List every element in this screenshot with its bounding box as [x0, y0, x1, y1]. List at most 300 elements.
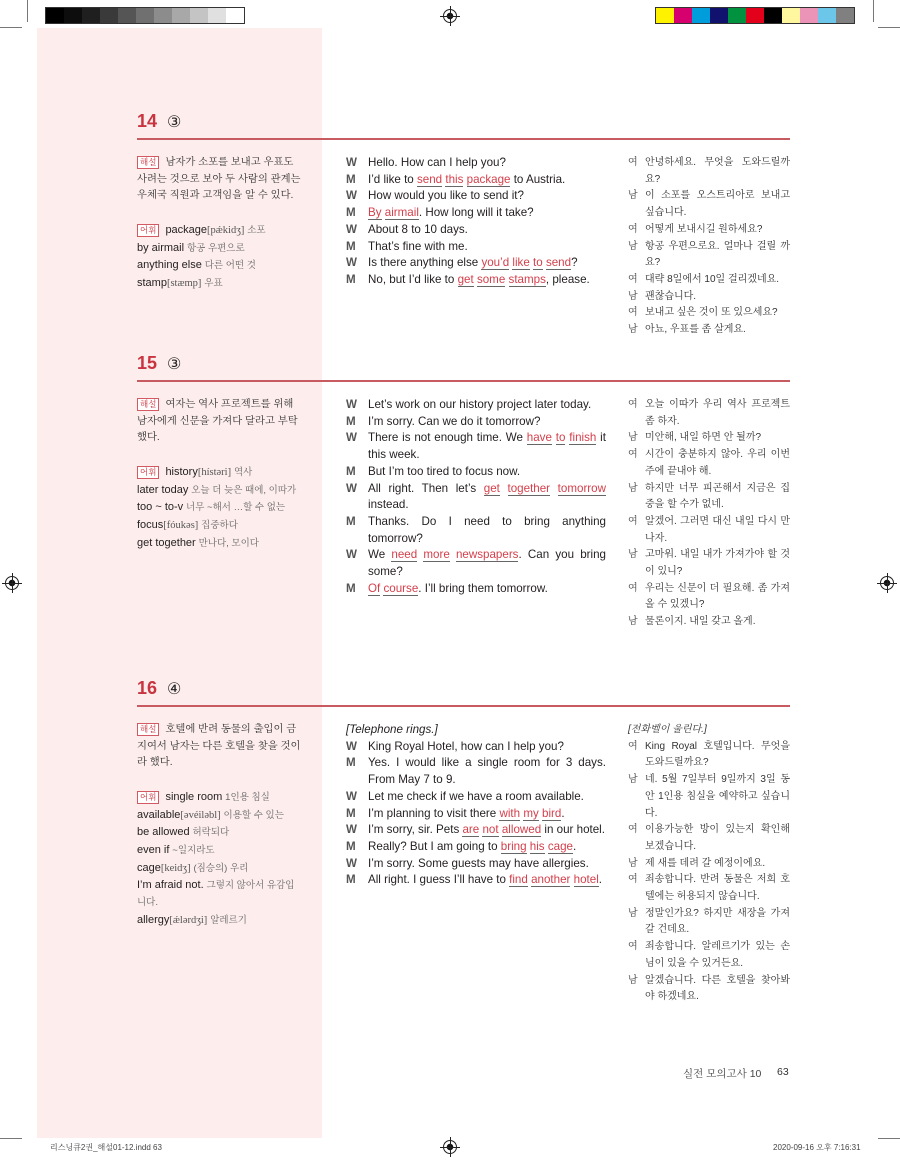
key-phrase: his — [529, 839, 545, 853]
translation-text: 이 소포를 오스트리아로 보내고 싶습니다. — [645, 190, 790, 219]
vocab-meaning: 소포 — [247, 224, 266, 236]
vocab-meaning: 만나다, 모이다 — [198, 537, 259, 549]
explanation-column — [137, 722, 302, 929]
speaker-label-korean: 남 — [628, 290, 638, 302]
vocab-phonetic: [pǽkidʒ] — [207, 224, 245, 236]
color-swatch — [118, 8, 136, 23]
text-segment: Really? But I am going to — [368, 839, 501, 853]
key-phrase: find — [509, 873, 528, 887]
vocabulary-list — [137, 789, 302, 930]
translation-line — [628, 155, 790, 188]
speaker-label-korean: 여 — [628, 941, 638, 953]
vocab-meaning: 오늘 더 늦은 때에, 이따가 — [191, 484, 297, 496]
translation-text: 미안해, 내일 하면 안 될까? — [645, 432, 762, 444]
translation-line — [628, 614, 790, 631]
speaker-label: M — [346, 873, 356, 887]
dialogue-text — [368, 481, 606, 514]
vocab-term: stamp — [137, 276, 167, 289]
key-phrase: more — [423, 548, 450, 562]
translation-text: 알겠습니다. 다른 호텔을 찾아봐야 하겠네요. — [645, 974, 790, 1003]
vocab-item — [137, 499, 302, 517]
vocab-term: by airmail — [137, 241, 185, 254]
text-segment: How would you like to send it? — [368, 189, 524, 203]
dialogue-line — [346, 430, 606, 463]
speaker-label-korean: 여 — [628, 824, 638, 836]
registration-mark-icon — [443, 1140, 457, 1154]
speaker-label: W — [346, 222, 357, 236]
dialogue-text — [368, 397, 606, 414]
explanation-column — [137, 397, 302, 552]
translation-line — [628, 239, 790, 272]
translation-line — [628, 581, 790, 614]
registration-mark-icon — [5, 576, 19, 590]
speaker-label-korean: 여 — [628, 157, 638, 168]
speaker-label: W — [346, 823, 357, 837]
text-segment: But I’m too tired to focus now. — [368, 464, 521, 478]
dialogue-line — [346, 414, 606, 431]
explanation-text: 여자는 역사 프로젝트를 위해 남자에게 신문을 가져다 달라고 부탁했다. — [137, 399, 298, 444]
key-phrase: package — [466, 172, 511, 186]
dialogue-text — [368, 188, 606, 205]
dialogue-text — [368, 739, 606, 756]
vocab-item — [137, 482, 302, 500]
dialogue-text — [368, 205, 606, 222]
slug-timestamp: 2020-09-16 오후 7:16:31 — [773, 1143, 861, 1152]
crop-mark — [0, 27, 22, 28]
dialogue-line — [346, 806, 606, 823]
key-phrase: need — [391, 548, 418, 562]
dialogue-line — [346, 755, 606, 788]
vocab-term: single room — [165, 790, 223, 803]
dialogue-text — [368, 514, 606, 547]
translation-text: 괜찮습니다. — [645, 290, 697, 302]
vocab-phonetic: [keidʒ] — [160, 862, 191, 874]
translation-line — [628, 872, 790, 905]
speaker-label-korean: 여 — [628, 874, 638, 886]
text-segment: , please. — [545, 272, 590, 286]
explanation — [137, 155, 302, 205]
text-segment: All right. Then let’s — [368, 481, 484, 495]
question-heading — [137, 675, 790, 699]
dialogue-text — [368, 755, 606, 788]
stage-direction: [Telephone rings.] — [346, 723, 438, 736]
speaker-label-korean: 여 — [628, 307, 638, 319]
text-segment: . — [561, 806, 565, 820]
text-segment: King Royal Hotel, how can I help you? — [368, 739, 564, 753]
speaker-label-korean: 여 — [628, 273, 638, 285]
dialogue-text — [368, 172, 606, 189]
text-segment: to Austria. — [510, 172, 566, 186]
dialogue-line — [346, 188, 606, 205]
vocab-meaning: 알레르기 — [210, 914, 247, 926]
speaker-label: W — [346, 431, 357, 445]
vocab-phonetic: [əvéiləbl] — [180, 809, 221, 821]
vocab-meaning: 다른 어떤 것 — [204, 260, 256, 272]
text-segment: in our hotel. — [541, 823, 605, 837]
color-swatch — [100, 8, 118, 23]
translation-text: 죄송합니다. 알레르기가 있는 손님이 있을 수 있거든요. — [645, 941, 790, 969]
crop-mark — [0, 1138, 22, 1139]
crop-mark — [878, 27, 900, 28]
speaker-label-korean: 여 — [628, 515, 638, 527]
translation-line — [628, 939, 790, 972]
key-phrase: get — [457, 272, 474, 286]
speaker-label: M — [346, 514, 356, 528]
color-swatch — [818, 8, 836, 23]
dialogue-line — [346, 272, 606, 289]
vocab-phonetic: [fóukəs] — [163, 519, 199, 531]
section-body — [137, 397, 790, 697]
dialogue-text — [368, 822, 606, 839]
key-phrase: to — [555, 431, 566, 445]
translation-text: 항공 우편으로요. 얼마나 걸릴 까요? — [645, 240, 790, 269]
color-swatch — [46, 8, 64, 23]
translation-line — [628, 547, 790, 580]
translation-text: 물론이지. 내일 갖고 올게. — [645, 616, 756, 628]
vocab-item — [137, 807, 302, 825]
color-swatch — [136, 8, 154, 23]
dialogue-text — [368, 581, 606, 598]
speaker-label-korean: 여 — [628, 223, 638, 235]
key-phrase: send — [545, 256, 572, 270]
speaker-label-korean: 남 — [628, 240, 638, 252]
text-segment: Yes. I would like a single room for 3 days. From May 7 to 9. — [368, 756, 606, 787]
translation-text: 오늘 이따가 우리 역사 프로젝트 좀 하자. — [645, 399, 790, 427]
speaker-label-korean: 남 — [628, 616, 638, 628]
dialogue-text — [368, 272, 606, 289]
key-phrase: newspapers — [455, 548, 519, 562]
translation-text: 죄송합니다. 반려 동물은 저희 호텔에는 허용되지 않습니다. — [645, 874, 790, 903]
vocab-term: too ~ to-v — [137, 501, 184, 514]
vocab-item — [137, 240, 302, 258]
key-phrase: my — [523, 806, 539, 820]
text-segment: I’m sorry. Some guests may have allergies. — [368, 856, 589, 870]
translation-line — [628, 289, 790, 306]
key-phrase: some — [476, 272, 506, 286]
text-segment: Let’s work on our history project later today. — [368, 398, 592, 411]
speaker-label-korean: 남 — [628, 549, 638, 561]
vocabulary-list — [137, 222, 302, 293]
vocab-meaning: 항공 우편으로 — [186, 242, 245, 254]
explanation-tag: 해설 — [137, 723, 159, 736]
dialogue-text — [368, 430, 606, 463]
translation-line — [628, 188, 790, 221]
dialogue-line — [346, 481, 606, 514]
explanation-text: 남자가 소포를 보내고 우표도 사려는 것으로 보아 두 사람의 관계는 우체국 직원과 고객임을 알 수 있다. — [137, 157, 301, 202]
explanation-tag: 해설 — [137, 156, 159, 169]
color-swatch — [154, 8, 172, 23]
text-segment: That’s fine with me. — [368, 239, 468, 253]
speaker-label: W — [346, 398, 357, 411]
speaker-label: M — [346, 806, 356, 820]
vocabulary-tag: 어휘 — [137, 791, 159, 804]
color-swatch — [728, 8, 746, 23]
explanation-text: 호텔에 반려 동물의 출입이 금지여서 남자는 다른 호텔을 찾을 것이라 했다. — [137, 724, 301, 769]
vocab-meaning: 너무 ~해서 …할 수 없는 — [186, 502, 286, 514]
vocab-meaning: 우표 — [204, 277, 223, 289]
speaker-label: W — [346, 189, 357, 203]
dialogue-line — [346, 239, 606, 256]
speaker-label: M — [346, 464, 356, 478]
vocab-meaning: 허락되다 — [192, 827, 230, 839]
translation-line — [628, 856, 790, 873]
key-phrase: stamps — [508, 272, 546, 286]
key-phrase: this — [445, 172, 464, 186]
section-divider — [137, 380, 790, 382]
translation-text: 우리는 신문이 더 필요해. 좀 가져올 수 있겠니? — [645, 582, 790, 611]
dialogue-text — [368, 806, 606, 823]
dialogue-line — [346, 255, 606, 272]
vocab-item — [137, 222, 302, 240]
key-phrase: send — [416, 172, 443, 186]
korean-translation — [628, 722, 790, 1006]
vocab-term: allergy — [137, 913, 170, 926]
vocab-term: I’m afraid not. — [137, 879, 204, 892]
speaker-label: M — [346, 414, 356, 428]
text-segment: Hello. How can I help you? — [368, 156, 506, 169]
speaker-label-korean: 남 — [628, 857, 638, 869]
vocab-item — [137, 464, 302, 482]
dialogue-text — [368, 255, 606, 272]
vocab-term: even if — [137, 843, 170, 856]
dialogue-line — [346, 739, 606, 756]
key-phrase: together — [507, 481, 551, 495]
registration-mark-icon — [443, 9, 457, 23]
dialogue-line — [346, 839, 606, 856]
dialogue-text — [368, 872, 606, 889]
question-heading — [137, 108, 790, 132]
speaker-label: M — [346, 206, 356, 220]
text-segment — [550, 482, 558, 495]
speaker-label: W — [346, 256, 357, 270]
translation-text: 이용가능한 방이 있는지 확인해 보겠습니다. — [645, 824, 790, 852]
explanation — [137, 397, 302, 447]
color-swatch — [800, 8, 818, 23]
process-color-bar — [655, 7, 855, 24]
dialogue-line — [346, 581, 606, 598]
key-phrase: tomorrow — [557, 481, 606, 495]
translation-text: 네. 5월 7일부터 9일까지 3일 동안 1인용 침실을 예약하고 싶습니다. — [645, 774, 790, 819]
key-phrase: bird — [542, 806, 562, 820]
key-phrase: Of — [368, 581, 381, 595]
vocab-item — [137, 257, 302, 275]
key-phrase: another — [531, 873, 571, 887]
text-segment: instead. — [368, 498, 409, 512]
vocab-term: be allowed — [137, 826, 190, 839]
translation-line — [628, 305, 790, 322]
translation-line — [628, 322, 790, 339]
dialogue-script — [346, 722, 606, 889]
dialogue-line — [346, 514, 606, 547]
vocab-term: available — [137, 808, 181, 821]
speaker-label-korean: 남 — [628, 190, 638, 202]
translation-text: King Royal 호텔입니다. 무엇을 도와드릴까요? — [645, 740, 790, 769]
color-swatch — [190, 8, 208, 23]
vocabulary-list — [137, 464, 302, 553]
text-segment: I’m planning to visit there — [368, 806, 500, 820]
crop-mark — [878, 1138, 900, 1139]
translation-line — [628, 822, 790, 855]
speaker-label-korean: 여 — [628, 399, 638, 410]
question-number: 15 — [137, 353, 158, 373]
speaker-label: W — [346, 548, 357, 562]
speaker-label-korean: 남 — [628, 432, 638, 444]
translation-text: 안녕하세요. 무엇을 도와드릴까요? — [645, 157, 790, 185]
text-segment: . — [598, 873, 602, 887]
speaker-label: M — [346, 272, 356, 286]
translation-text: 알겠어. 그러면 대신 내일 다시 만나자. — [645, 515, 790, 544]
text-segment: I’d like to — [368, 172, 417, 186]
vocab-item — [137, 535, 302, 553]
speaker-label-korean: 남 — [628, 907, 638, 919]
slug-filename: 리스닝큐2권_해설01-12.indd 63 — [50, 1143, 162, 1152]
text-segment: . — [572, 839, 577, 853]
translation-line — [628, 739, 790, 772]
vocab-meaning: ~일지라도 — [172, 844, 215, 856]
section-divider — [137, 138, 790, 140]
key-phrase: are — [462, 823, 480, 837]
text-segment: it this week. — [368, 431, 606, 462]
translation-line — [628, 272, 790, 289]
dialogue-text — [368, 464, 606, 481]
speaker-label: M — [346, 581, 356, 595]
answer-mark: ④ — [167, 681, 182, 698]
question-section-15 — [137, 350, 790, 697]
key-phrase: like — [512, 256, 530, 270]
vocabulary-tag: 어휘 — [137, 224, 159, 237]
vocab-item — [137, 517, 302, 535]
dialogue-script — [346, 397, 606, 597]
speaker-label: M — [346, 172, 356, 186]
text-segment: I’m sorry, sir. Pets — [368, 823, 463, 837]
vocab-phonetic: [ǽlərdʒi] — [169, 914, 208, 926]
section-body — [137, 722, 790, 1022]
dialogue-text — [368, 155, 606, 172]
text-segment: . I’ll bring them tomorrow. — [418, 581, 548, 595]
translation-line — [628, 906, 790, 939]
dialogue-text — [368, 222, 606, 239]
text-segment: Thanks. Do I need to bring anything tomorrow? — [368, 514, 606, 545]
translation-text: 보내고 싶은 것이 또 있으세요? — [645, 307, 778, 319]
dialogue-script — [346, 155, 606, 289]
translation-line — [628, 973, 790, 1006]
vocab-meaning: 1인용 침실 — [225, 791, 270, 803]
key-phrase: you’d — [481, 256, 510, 270]
color-swatch — [764, 8, 782, 23]
color-swatch — [836, 8, 854, 23]
gray-color-bar — [45, 7, 245, 24]
speaker-label-korean: 여 — [628, 740, 638, 752]
speaker-label: M — [346, 839, 356, 853]
key-phrase: hotel — [573, 873, 599, 887]
vocab-item — [137, 842, 302, 860]
color-swatch — [226, 8, 244, 23]
vocab-meaning: (짐승의) 우리 — [193, 862, 249, 874]
dialogue-line — [346, 464, 606, 481]
text-segment: I’m sorry. Can we do it tomorrow? — [368, 414, 541, 428]
key-phrase: course — [383, 581, 419, 595]
vocab-meaning: 역사 — [233, 466, 253, 478]
section-divider — [137, 705, 790, 707]
korean-translation — [628, 155, 790, 339]
vocab-meaning: 이용할 수 있는 — [223, 809, 284, 821]
speaker-label: W — [346, 856, 357, 870]
speaker-label: W — [346, 789, 357, 803]
text-segment: There is not enough time. We — [368, 431, 527, 445]
color-swatch — [64, 8, 82, 23]
text-segment: Let me check if we have a room available. — [368, 789, 584, 803]
translation-line — [628, 481, 790, 514]
translation-line — [628, 430, 790, 447]
color-swatch — [674, 8, 692, 23]
speaker-label: W — [346, 481, 357, 495]
crop-mark — [27, 0, 28, 22]
key-phrase: bring — [500, 839, 527, 853]
vocab-item — [137, 824, 302, 842]
color-swatch — [710, 8, 728, 23]
vocab-item — [137, 877, 302, 911]
vocab-item — [137, 912, 302, 930]
translation-line — [628, 397, 790, 430]
key-phrase: By — [368, 206, 382, 220]
translation-text: 정말인가요? 하지만 새장을 가져갈 건데요. — [645, 907, 790, 936]
korean-translation — [628, 397, 790, 631]
key-phrase: finish — [569, 431, 597, 445]
color-swatch — [172, 8, 190, 23]
dialogue-line — [346, 789, 606, 806]
answer-mark: ③ — [167, 114, 182, 131]
vocab-term: focus — [137, 518, 164, 531]
dialogue-text — [368, 856, 606, 873]
vocab-term: package — [165, 223, 208, 236]
translation-text: 아뇨, 우표를 좀 살게요. — [645, 324, 746, 336]
vocab-term: history — [165, 465, 198, 478]
question-section-16 — [137, 675, 790, 1022]
dialogue-line — [346, 205, 606, 222]
text-segment: . Can you bring some? — [368, 548, 606, 579]
vocabulary-tag: 어휘 — [137, 466, 159, 479]
question-number: 14 — [137, 111, 158, 131]
translation-text: 시간이 충분하지 않아. 우리 이번 주에 끝내야 해. — [645, 449, 790, 477]
text-segment — [500, 482, 508, 495]
text-segment: We — [368, 548, 392, 562]
vocab-term: cage — [137, 861, 161, 874]
color-swatch — [656, 8, 674, 23]
key-phrase: airmail — [384, 206, 419, 220]
dialogue-line — [346, 172, 606, 189]
answer-mark: ③ — [167, 356, 182, 373]
vocab-item — [137, 275, 302, 293]
vocab-phonetic: [hístəri] — [197, 466, 232, 478]
text-segment: No, but I’d like to — [368, 272, 458, 286]
explanation-tag: 해설 — [137, 398, 159, 411]
translation-text: 제 새를 데려 갈 예정이에요. — [645, 857, 766, 869]
running-footer: 실전 모의고사 10 — [683, 1068, 762, 1080]
explanation-column — [137, 155, 302, 293]
text-segment: . How long will it take? — [418, 206, 534, 220]
page-number: 63 — [777, 1066, 789, 1078]
crop-mark — [873, 0, 874, 22]
vocab-term: later today — [137, 483, 189, 496]
speaker-label: W — [346, 156, 357, 169]
vocab-item — [137, 860, 302, 878]
key-phrase: not — [482, 823, 499, 837]
question-number: 16 — [137, 678, 158, 698]
vocab-meaning: 그렇지 않아서 유감입니다. — [137, 880, 295, 909]
translation-line — [628, 514, 790, 547]
key-phrase: allowed — [501, 823, 542, 837]
key-phrase: have — [526, 431, 552, 445]
